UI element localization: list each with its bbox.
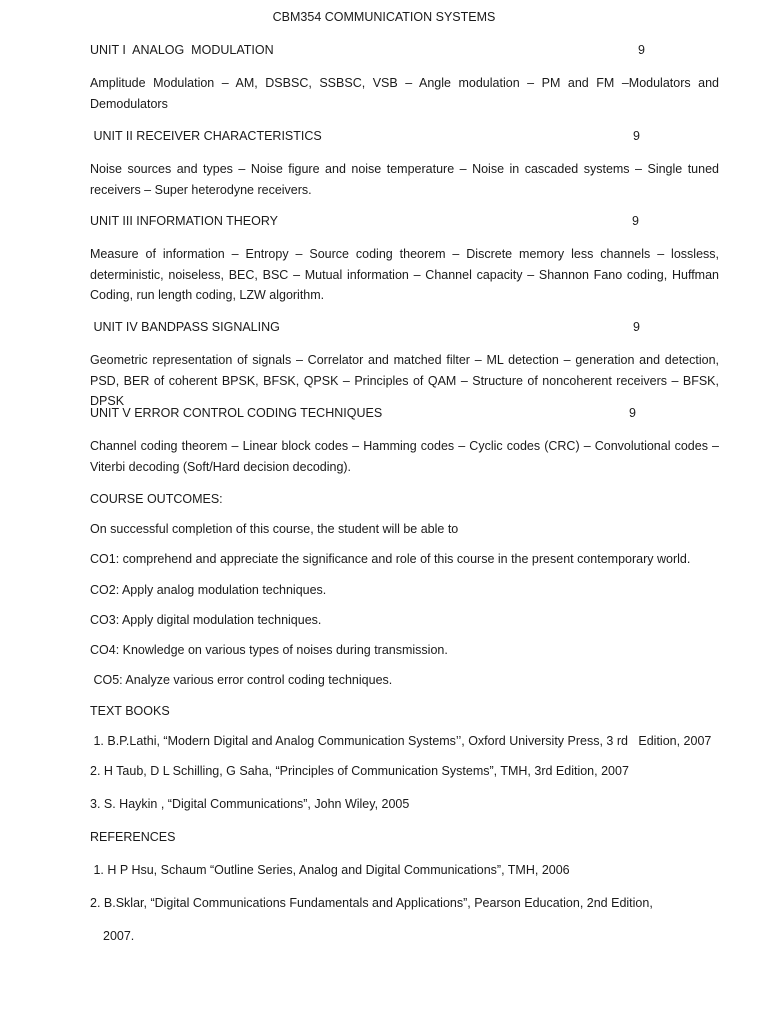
course-outcome-item: CO3: Apply digital modulation techniques. (90, 613, 322, 627)
unit-4-content: Geometric representation of signals – Correlator and matched filter – ML detection – generation and detection, PSD, BER of coherent BPSK, BFSK, QPSK – Principles of QAM – Structure of noncoherent receivers – BFSK, DPSK (90, 353, 719, 408)
course-outcome-item: CO5: Analyze various error control coding techniques. (90, 673, 393, 687)
unit-2-hours: 9 (633, 129, 640, 143)
course-outcome-item: CO1: comprehend and appreciate the significance and role of this course in the present contemporary world. (90, 552, 691, 566)
unit-2-heading-row (90, 129, 719, 143)
unit-2-content: Noise sources and types – Noise figure and noise temperature – Noise in cascaded systems – Single tuned receivers – Super heterodyne receivers. (90, 162, 719, 197)
unit-4-hours: 9 (633, 320, 640, 334)
course-outcomes-heading: COURSE OUTCOMES: (90, 492, 223, 506)
unit-1-content: Amplitude Modulation – AM, DSBSC, SSBSC, VSB – Angle modulation – PM and FM –Modulators and Demodulators (90, 76, 719, 111)
course-outcome-item: CO2: Apply analog modulation techniques. (90, 583, 327, 597)
reference-item-continuation: 2007. (103, 929, 135, 943)
unit-3-heading-row (90, 214, 719, 228)
course-outcomes-intro: On successful completion of this course, the student will be able to (90, 522, 459, 536)
unit-4-heading-row (90, 320, 719, 334)
unit-5-heading: UNIT V ERROR CONTROL CODING TECHNIQUES (90, 406, 383, 420)
unit-1-heading: UNIT I ANALOG MODULATION (90, 43, 274, 57)
unit-5-content: Channel coding theorem – Linear block codes – Hamming codes – Cyclic codes (CRC) – Convolutional codes – Viterbi decoding (Soft/Hard decision decoding). (90, 439, 719, 474)
textbook-item: 2. H Taub, D L Schilling, G Saha, “Principles of Communication Systems”, TMH, 3rd Edition, 2007 (90, 764, 629, 778)
unit-3-content: Measure of information – Entropy – Source coding theorem – Discrete memory less channels – lossless, deterministic, noiseless, BEC, BSC – Mutual information – Channel capacity – Shannon Fano coding, Huffman Coding, run length coding, LZW algorithm. (90, 247, 719, 302)
unit-4-heading: UNIT IV BANDPASS SIGNALING (90, 320, 280, 334)
unit-5-heading-row (90, 406, 719, 420)
document-title: CBM354 COMMUNICATION SYSTEMS (272, 10, 496, 24)
unit-5-hours: 9 (629, 406, 636, 420)
unit-1-hours: 9 (638, 43, 645, 57)
course-outcome-item: CO4: Knowledge on various types of noises during transmission. (90, 643, 448, 657)
textbook-item: 3. S. Haykin , “Digital Communications”, John Wiley, 2005 (90, 797, 410, 811)
textbook-item: 1. B.P.Lathi, “Modern Digital and Analog Communication Systems’’, Oxford University Press, 3 rd Edition, 2007 (90, 734, 712, 748)
unit-3-heading: UNIT III INFORMATION THEORY (90, 214, 278, 228)
reference-item: 2. B.Sklar, “Digital Communications Fundamentals and Applications”, Pearson Education, 2nd Edition, (90, 896, 653, 910)
unit-1-heading-row (90, 43, 719, 57)
reference-item: 1. H P Hsu, Schaum “Outline Series, Analog and Digital Communications”, TMH, 2006 (90, 863, 570, 877)
unit-2-heading: UNIT II RECEIVER CHARACTERISTICS (90, 129, 322, 143)
textbooks-heading: TEXT BOOKS (90, 704, 170, 718)
unit-3-hours: 9 (632, 214, 639, 228)
references-heading: REFERENCES (90, 830, 176, 844)
